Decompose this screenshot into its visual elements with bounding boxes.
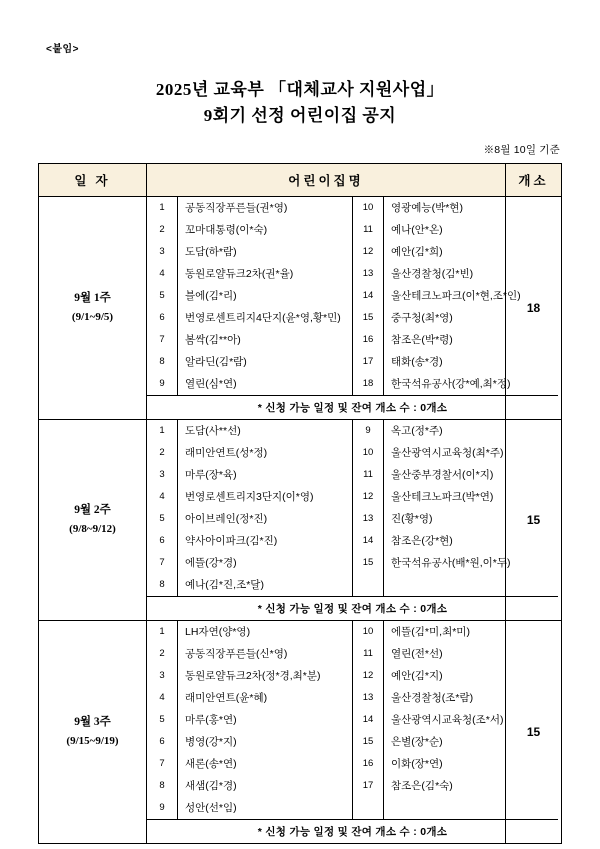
center-name: 래미안연트(윤*혜) [178,687,353,709]
availability-note-row [147,596,558,620]
week-count: 18 [506,196,562,419]
center-row [147,263,558,285]
availability-value: 0개소 [420,825,448,838]
center-name: 새론(송*연) [178,753,353,775]
center-number: 13 [353,687,384,709]
center-row [147,197,558,219]
center-number: 3 [147,241,178,263]
center-name: 한국석유공사(강*예,최*정) [391,378,511,391]
center-row [147,552,558,574]
center-number: 1 [147,621,178,643]
center-name: 약사아이파크(김*진) [178,530,353,552]
center-number: 4 [147,263,178,285]
center-number: 15 [353,552,384,574]
center-number: 14 [353,709,384,731]
center-number: 4 [147,486,178,508]
center-number: 7 [147,329,178,351]
center-row [147,643,558,665]
week-label: 9월 2주 [74,503,111,516]
center-name: 동원로얄듀크2차(권*율) [178,263,353,285]
center-name: 래미안연트(성*정) [178,442,353,464]
center-number: 12 [353,665,384,687]
center-name: 은별(장*순) [391,736,443,749]
selected-centers-table [38,163,562,844]
center-number: 6 [147,731,178,753]
center-name: 도담(사**선) [178,420,353,442]
center-row [147,307,558,329]
center-name: 에뜰(김*미,최*미) [391,626,470,639]
center-name: 성안(선*임) [178,797,353,820]
center-name: 참조은(강*현) [391,535,453,548]
center-row [147,665,558,687]
center-name: 울산중부경찰서(이*지) [391,469,494,482]
center-name: 옥고(정*주) [391,425,443,438]
center-name: 참조은(박*령) [391,334,453,347]
center-row [147,621,558,643]
center-row [147,329,558,351]
center-list-cell [147,419,511,620]
center-row [147,373,558,396]
center-number: 3 [147,665,178,687]
center-name: 열린(전*선) [391,648,443,661]
center-name: 예나(김*진,조*달) [178,574,353,597]
center-number: 11 [353,643,384,665]
center-row [147,219,558,241]
center-number: 11 [353,219,384,241]
center-name: 번영로센트리지4단지(윤*영,황*민) [178,307,353,329]
center-name: 중구청(최*영) [391,312,453,325]
center-row [147,486,558,508]
center-number: 6 [147,307,178,329]
center-number: 18 [353,373,384,396]
availability-note: * 신청 가능 일정 및 잔여 개소 수 : 0개소 [147,819,558,843]
table-header-row [39,163,562,196]
table-row [39,620,562,843]
title-line-2: 9회기 선정 어린이집 공지 [203,106,397,126]
center-name: 알라딘(김*람) [178,351,353,373]
center-name: 공동직장푸른들(신*영) [178,643,353,665]
center-number: 10 [353,621,384,643]
center-number: 12 [353,486,384,508]
center-number: 3 [147,464,178,486]
center-number: 17 [353,775,384,797]
center-row [147,420,558,442]
week-label: 9월 1주 [74,291,111,304]
center-number: 7 [147,552,178,574]
center-number: 11 [353,464,384,486]
center-row [147,731,558,753]
availability-note-row [147,395,558,419]
center-name: 열린(심*연) [178,373,353,396]
table-row [39,196,562,419]
center-row [147,709,558,731]
center-row [147,687,558,709]
availability-value: 0개소 [420,602,448,615]
week-label-cell [39,620,147,843]
center-number: 8 [147,775,178,797]
center-name: 아이브레인(정*진) [178,508,353,530]
center-number: 2 [147,643,178,665]
center-row [147,797,558,820]
center-number: 8 [147,574,178,597]
header-count: 개소 [506,163,562,196]
week-count: 15 [506,419,562,620]
center-list [147,420,558,620]
center-name: 에뜰(강*경) [178,552,353,574]
center-name: 울산테크노파크(박*연) [391,491,494,504]
center-number: 1 [147,197,178,219]
center-number: 1 [147,420,178,442]
center-number: 10 [353,442,384,464]
center-list [147,621,558,843]
center-name: LH자연(양*영) [178,621,353,643]
center-name: 새샘(김*경) [178,775,353,797]
center-name: 마루(홍*연) [178,709,353,731]
center-number: 9 [353,420,384,442]
center-number: 4 [147,687,178,709]
center-number: 5 [147,508,178,530]
center-name: 이화(장*연) [391,758,443,771]
center-row [147,530,558,552]
center-number: 9 [147,797,178,820]
week-count: 15 [506,620,562,843]
center-name: 울산광역시교육청(조*서) [391,714,504,727]
center-name: 울산테크노파크(이*현,조*인) [391,290,521,303]
week-range: (9/1~9/5) [71,311,114,324]
center-number: 12 [353,241,384,263]
center-name: 참조은(김*숙) [391,780,453,793]
title-line-1: 2025년 교육부 「대체교사 지원사업」 [155,80,445,99]
center-number: 2 [147,442,178,464]
week-range: (9/15~9/19) [66,735,119,748]
center-number: 14 [353,285,384,307]
center-row [147,442,558,464]
center-name: 울산경찰청(김*빈) [391,268,474,281]
center-number: 5 [147,709,178,731]
center-name: 병영(강*지) [178,731,353,753]
center-number: 5 [147,285,178,307]
center-number: 15 [353,731,384,753]
center-row [147,464,558,486]
center-row [147,351,558,373]
center-number: 7 [147,753,178,775]
center-name: 동원로얄듀크2차(정*경,최*분) [178,665,353,687]
availability-note-row [147,819,558,843]
center-number: 13 [353,508,384,530]
center-name: 울산광역시교육청(최*주) [391,447,504,460]
page-title [38,77,562,130]
center-number: 10 [353,197,384,219]
center-number: 6 [147,530,178,552]
center-number: 9 [147,373,178,396]
week-label-cell [39,196,147,419]
basis-date-note: ※8월 10일 기준 [483,143,560,156]
table-row [39,419,562,620]
availability-note: * 신청 가능 일정 및 잔여 개소 수 : 0개소 [147,395,558,419]
center-name: 예안(김*희) [391,246,443,259]
center-number: 14 [353,530,384,552]
availability-value: 0개소 [420,401,448,414]
week-label-cell [39,419,147,620]
center-number: 17 [353,351,384,373]
week-label: 9월 3주 [74,715,111,728]
center-name: 번영로센트리지3단지(이*영) [178,486,353,508]
center-list-cell [147,620,506,843]
center-name: 도담(하*람) [178,241,353,263]
center-name: 꼬마대통령(이*숙) [178,219,353,241]
center-number: 15 [353,307,384,329]
center-name: 태화(송*경) [391,356,443,369]
center-name: 진(황*영) [391,513,433,526]
center-name: 영광예능(박*현) [391,202,463,215]
center-list [147,197,558,419]
center-number [353,797,384,820]
center-name: 한국석유공사(배*원,이*두) [391,557,511,570]
center-number: 16 [353,753,384,775]
center-number: 16 [353,329,384,351]
center-name: 봄싹(김**아) [178,329,353,351]
week-range: (9/8~9/12) [69,523,116,536]
center-name: 예안(김*지) [391,670,443,683]
center-list-cell [147,196,521,419]
center-number [353,574,384,597]
center-name: 공동직장푸른들(권*영) [178,197,353,219]
center-row [147,285,558,307]
center-row [147,508,558,530]
center-name: 블에(김*리) [178,285,353,307]
center-row [147,241,558,263]
center-number: 2 [147,219,178,241]
table-body [39,196,562,843]
center-row [147,574,558,597]
center-number: 8 [147,351,178,373]
attachment-tag: <붙임> [46,44,79,55]
center-row [147,753,558,775]
center-row [147,775,558,797]
center-name: 마루(장*육) [178,464,353,486]
center-number: 13 [353,263,384,285]
availability-note: * 신청 가능 일정 및 잔여 개소 수 : 0개소 [147,596,558,620]
header-center-name: 어린이집명 [147,163,506,196]
header-date: 일 자 [39,163,147,196]
center-name: 울산경찰청(조*람) [391,692,474,705]
center-name: 예나(안*온) [391,224,443,237]
